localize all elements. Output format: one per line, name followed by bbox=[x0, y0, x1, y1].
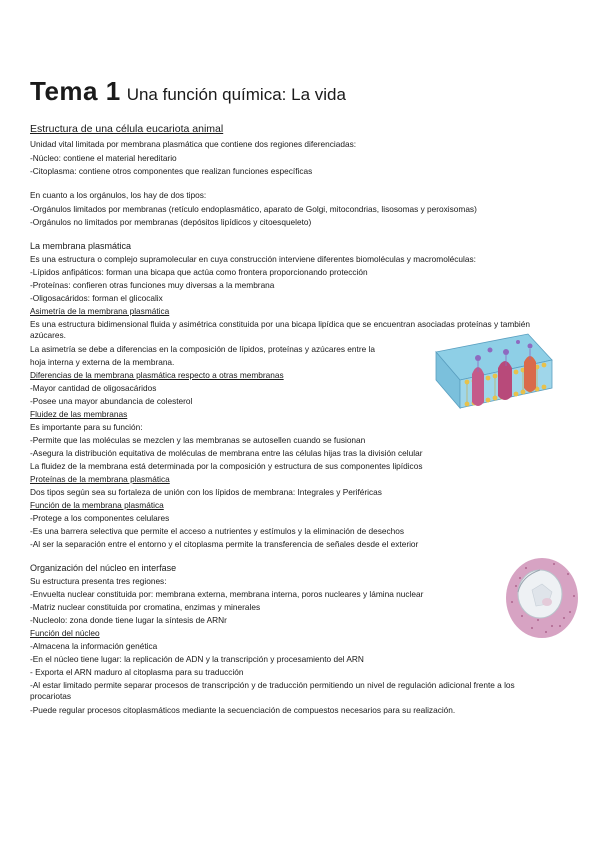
paragraph-line: hoja interna y externa de la membrana. bbox=[30, 357, 175, 367]
paragraph-line: Es una estructura bidimensional fluida y asimétrica constituida por una bicapa lipídica que se encuentran asociadas proteínas y también azúcares. bbox=[30, 319, 530, 340]
paragraph-line: -Mayor cantidad de oligosacáridos bbox=[30, 383, 157, 393]
subheading-membrane-function: Función de la membrana plasmática bbox=[30, 500, 164, 510]
subheading-fluidity: Fluidez de las membranas bbox=[30, 409, 128, 419]
paragraph-line: -Nucleolo: zona donde tiene lugar la síntesis de ARNr bbox=[30, 615, 227, 625]
title-main: Tema 1 bbox=[30, 76, 121, 106]
paragraph-line: Unidad vital limitada por membrana plasmática que contiene dos regiones diferenciadas: bbox=[30, 139, 357, 149]
paragraph-line: La fluidez de la membrana está determinada por la composición y estructura de sus componentes lipídicos bbox=[30, 461, 423, 471]
paragraph-line: Es importante para su función: bbox=[30, 422, 143, 432]
paragraph-line: -Protege a los componentes celulares bbox=[30, 513, 170, 523]
paragraph-line: - Exporta el ARN maduro al citoplasma para su traducción bbox=[30, 667, 244, 677]
nucleus-illustration bbox=[502, 556, 580, 640]
paragraph-line: -Orgánulos limitados por membranas (retículo endoplasmático, aparato de Golgi, mitocondrias, lisosomas y peroxisomas) bbox=[30, 204, 477, 214]
paragraph-line: -Oligosacáridos: forman el glicocalix bbox=[30, 293, 163, 303]
paragraph-line: -Permite que las moléculas se mezclen y las membranas se autosellen cuando se fusionan bbox=[30, 435, 366, 445]
paragraph-line: -Orgánulos no limitados por membranas (depósitos lipídicos y citoesqueleto) bbox=[30, 217, 312, 227]
section-heading-nucleus: Organización del núcleo en interfase bbox=[30, 563, 177, 573]
paragraph-line: -Puede regular procesos citoplasmáticos mediante la secuenciación de compuestos necesarios para su realización. bbox=[30, 705, 456, 715]
title-rest: Una función química: La vida bbox=[126, 85, 346, 104]
paragraph-line: -Es una barrera selectiva que permite el acceso a nutrientes y estímulos y la eliminación de desechos bbox=[30, 526, 405, 536]
paragraph-line: -En el núcleo tiene lugar: la replicación de ADN y la transcripción y procesamiento del ARN bbox=[30, 654, 364, 664]
paragraph-line: -Citoplasma: contiene otros componentes que realizan funciones específicas bbox=[30, 166, 313, 176]
paragraph-line: -Lípidos anfipáticos: forman una bicapa que actúa como frontera proporcionando protección bbox=[30, 267, 368, 277]
subheading-nucleus-function: Función del núcleo bbox=[30, 628, 100, 638]
paragraph-line: -Al ser la separación entre el entorno y el citoplasma permite la transferencia de señales desde el exterior bbox=[30, 539, 419, 549]
subheading-asymmetry: Asimetría de la membrana plasmática bbox=[30, 306, 170, 316]
paragraph-line: -Al estar limitado permite separar procesos de transcripción y de traducción permitiendo un nivel de regulación adicional frente a los procariotas bbox=[30, 680, 515, 701]
paragraph-line: -Asegura la distribución equitativa de moléculas de membrana entre las células hijas tras la división celular bbox=[30, 448, 423, 458]
cell-membrane-illustration bbox=[432, 330, 556, 410]
paragraph-line: -Envuelta nuclear constituida por: membrana externa, membrana interna, poros nucleares y lámina nuclear bbox=[30, 589, 424, 599]
paragraph-line: -Posee una mayor abundancia de colesterol bbox=[30, 396, 193, 406]
paragraph-line: La asimetría se debe a diferencias en la composición de lípidos, proteínas y azúcares entre la bbox=[30, 344, 375, 354]
subheading-differences: Diferencias de la membrana plasmática respecto a otras membranas bbox=[30, 370, 284, 380]
paragraph-line: Su estructura presenta tres regiones: bbox=[30, 576, 167, 586]
paragraph-line: En cuanto a los orgánulos, los hay de dos tipos: bbox=[30, 190, 207, 200]
section-heading-membrane: La membrana plasmática bbox=[30, 241, 132, 251]
paragraph-line: -Almacena la información genética bbox=[30, 641, 158, 651]
paragraph-line: -Matriz nuclear constituida por cromatina, enzimas y minerales bbox=[30, 602, 261, 612]
section-heading-cell: Estructura de una célula eucariota animal bbox=[30, 123, 224, 135]
paragraph-line: Dos tipos según sea su fortaleza de unión con los lípidos de membrana: Integrales y Periféricas bbox=[30, 487, 382, 497]
paragraph-line: Es una estructura o complejo supramolecular en cuya construcción interviene diferentes biomoléculas y macromoléculas: bbox=[30, 254, 476, 264]
paragraph-line: -Núcleo: contiene el material hereditario bbox=[30, 153, 177, 163]
page-title bbox=[30, 76, 346, 107]
paragraph-line: -Proteínas: confieren otras funciones muy diversas a la membrana bbox=[30, 280, 275, 290]
subheading-proteins: Proteínas de la membrana plasmática bbox=[30, 474, 170, 484]
